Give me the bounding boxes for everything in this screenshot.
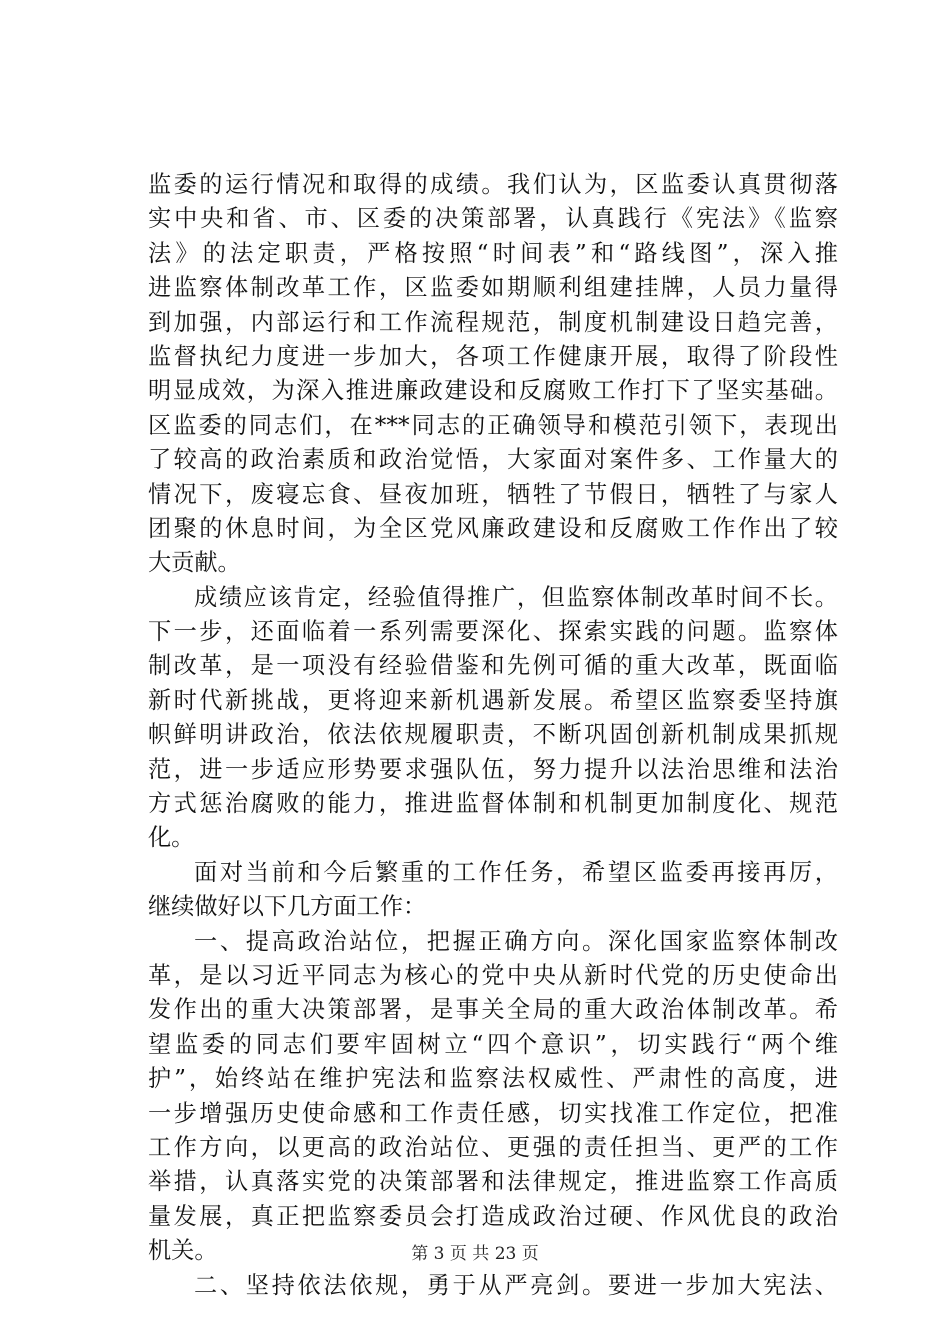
text-line: 成绩应该肯定，经验值得推广，但监察体制改革时间不长。 — [194, 583, 838, 611]
text-line: 化。 — [148, 824, 195, 852]
text-line: 革，是以习近平同志为核心的党中央从新时代党的历史使命出 — [148, 961, 838, 989]
text-line: 了较高的政治素质和政治觉悟，大家面对案件多、工作量大的 — [148, 446, 838, 474]
text-line: 进监察体制改革工作，区监委如期顺利组建挂牌，人员力量得 — [148, 274, 838, 302]
text-line: 方式惩治腐败的能力，推进监督体制和机制更加制度化、规范 — [148, 790, 838, 818]
document-body — [148, 168, 838, 1303]
text-line: 团聚的休息时间，为全区党风廉政建设和反腐败工作作出了较 — [148, 514, 838, 542]
text-line: 新时代新挑战，更将迎来新机遇新发展。希望区监察委坚持旗 — [148, 686, 838, 714]
text-line: 到加强，内部运行和工作流程规范，制度机制建设日趋完善， — [148, 308, 838, 336]
page-footer: 第 3 页 共 23 页 — [411, 1244, 539, 1264]
text-line: 下一步，还面临着一系列需要深化、探索实践的问题。监察体 — [148, 618, 838, 646]
text-line: 一步增强历史使命感和工作责任感，切实找准工作定位，把准 — [148, 1099, 838, 1127]
text-line: 二、坚持依法依规，勇于从严亮剑。要进一步加大宪法、 — [194, 1271, 838, 1299]
text-line: 区监委的同志们，在***同志的正确领导和模范引领下，表现出 — [148, 411, 838, 439]
text-line: 面对当前和今后繁重的工作任务，希望区监委再接再厉， — [194, 858, 838, 886]
text-line: 范，进一步适应形势要求强队伍，努力提升以法治思维和法治 — [148, 755, 838, 783]
text-line: 量发展，真正把监察委员会打造成政治过硬、作风优良的政治 — [148, 1202, 838, 1230]
text-line: 护”，始终站在维护宪法和监察法权威性、严肃性的高度，进 — [148, 1065, 838, 1093]
text-line: 一、提高政治站位，把握正确方向。深化国家监察体制改 — [194, 927, 838, 955]
text-line: 监督执纪力度进一步加大，各项工作健康开展，取得了阶段性 — [148, 342, 838, 370]
text-line: 工作方向，以更高的政治站位、更强的责任担当、更严的工作 — [148, 1133, 838, 1161]
text-line: 继续做好以下几方面工作： — [148, 893, 427, 921]
text-line: 情况下，废寝忘食、昼夜加班，牺牲了节假日，牺牲了与家人 — [148, 480, 838, 508]
text-line: 明显成效，为深入推进廉政建设和反腐败工作打下了坚实基础。 — [148, 377, 838, 405]
text-line: 发作出的重大决策部署，是事关全局的重大政治体制改革。希 — [148, 996, 838, 1024]
text-line: 制改革，是一项没有经验借鉴和先例可循的重大改革，既面临 — [148, 652, 838, 680]
text-line: 大贡献。 — [148, 549, 241, 577]
text-line: 机关。 — [148, 1237, 218, 1265]
text-line: 实中央和省、市、区委的决策部署，认真践行《宪法》《监察 — [148, 205, 838, 233]
text-line: 监委的运行情况和取得的成绩。我们认为，区监委认真贯彻落 — [148, 171, 838, 198]
text-line: 望监委的同志们要牢固树立“四个意识”，切实践行“两个维 — [148, 1030, 838, 1058]
text-line: 帜鲜明讲政治，依法依规履职责，不断巩固创新机制成果抓规 — [148, 721, 838, 749]
text-line: 举措，认真落实党的决策部署和法律规定，推进监察工作高质 — [148, 1168, 838, 1196]
text-line: 法》的法定职责，严格按照“时间表”和“路线图”，深入推 — [148, 239, 838, 267]
